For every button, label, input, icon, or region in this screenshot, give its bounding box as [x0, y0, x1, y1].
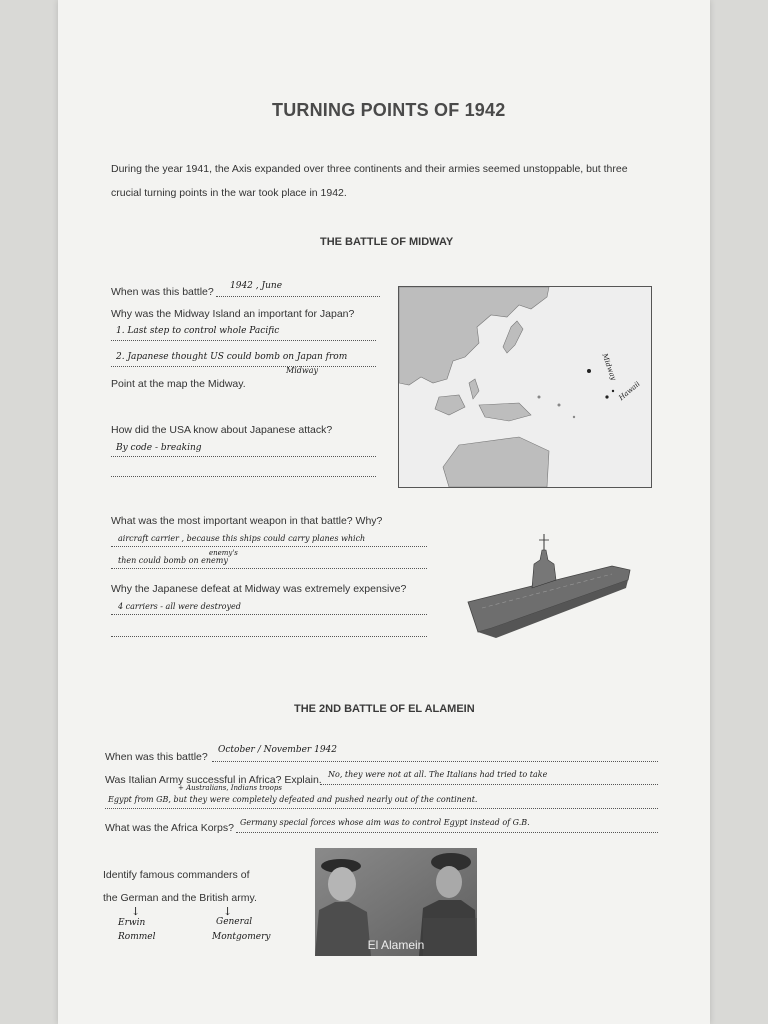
answer-line	[111, 456, 376, 457]
question-usa-knowledge: How did the USA know about Japanese attack?	[111, 424, 333, 436]
map-label-hawaii: Hawaii	[617, 379, 642, 403]
answer-africa-korps: Germany special forces whose aim was to control Egypt instead of G.B.	[240, 818, 530, 827]
section-heading-el-alamein: THE 2ND BATTLE OF EL ALAMEIN	[294, 703, 475, 715]
question-commanders-2: the German and the British army.	[103, 892, 257, 904]
intro-paragraph: During the year 1941, the Axis expanded over three continents and their armies seemed unstoppable, but three crucial turning points in the war took place in 1942.	[111, 163, 628, 199]
el-alamein-commanders-photo	[315, 848, 477, 956]
arrow-down-icon: ↓	[131, 905, 141, 918]
answer-line	[111, 340, 376, 341]
map-label-midway: Midway	[600, 352, 618, 382]
answer-line	[320, 784, 658, 785]
answer-usa-knowledge: By code - breaking	[116, 443, 202, 453]
question-africa-korps: What was the Africa Korps?	[105, 822, 234, 834]
question-alamein-date: When was this battle?	[105, 751, 208, 763]
question-midway-date: When was this battle?	[111, 286, 214, 298]
arrow-down-icon: ↓	[223, 905, 233, 918]
answer-commander-1a: Erwin	[118, 918, 146, 928]
answer-line	[111, 614, 427, 615]
answer-defeat-cost: 4 carriers - all were destroyed	[118, 602, 241, 611]
page-title: TURNING POINTS OF 1942	[272, 100, 506, 120]
answer-line	[105, 808, 658, 809]
answer-weapon-2: then could bomb on enemy	[118, 556, 228, 565]
answer-italian-army-2: Egypt from GB, but they were completely defeated and pushed nearly out of the continent.	[108, 795, 478, 804]
question-point-map: Point at the map the Midway.	[111, 378, 246, 390]
answer-midway-importance-1: 1. Last step to control whole Pacific	[116, 326, 280, 336]
answer-line	[111, 546, 427, 547]
answer-commander-1b: Rommel	[118, 932, 156, 942]
section-heading-midway: THE BATTLE OF MIDWAY	[320, 236, 454, 248]
answer-italian-army-1: No, they were not at all. The Italians had tried to take	[328, 770, 548, 779]
answer-weapon-1: aircraft carrier , because this ships could carry planes which	[118, 534, 366, 543]
question-midway-importance: Why was the Midway Island an important for Japan?	[111, 308, 355, 320]
answer-line	[216, 296, 380, 297]
answer-line	[111, 366, 376, 367]
answer-line	[236, 832, 658, 833]
pacific-map	[398, 286, 652, 488]
answer-commander-2b: Montgomery	[212, 932, 271, 942]
question-defeat-cost: Why the Japanese defeat at Midway was extremely expensive?	[111, 583, 407, 595]
question-weapon: What was the most important weapon in that battle? Why?	[111, 515, 383, 527]
answer-line	[212, 761, 658, 762]
photo-caption: El Alamein	[367, 938, 425, 952]
answer-italian-army-note: + Australians, Indians troops	[178, 784, 282, 792]
aircraft-carrier-image	[462, 530, 634, 642]
answer-midway-date: 1942 , June	[230, 281, 283, 291]
question-commanders-1: Identify famous commanders of	[103, 869, 250, 881]
answer-weapon-note: enemy's	[209, 549, 238, 557]
question-italian-army: Was Italian Army successful in Africa? Explain.	[105, 774, 322, 786]
answer-alamein-date: October / November 1942	[218, 745, 337, 755]
answer-commander-2a: General	[216, 917, 253, 927]
answer-midway-importance-2: 2. Japanese thought US could bomb on Japan from	[116, 352, 348, 362]
answer-line	[111, 476, 376, 477]
answer-line	[111, 636, 427, 637]
answer-line	[111, 568, 427, 569]
answer-midway-importance-3: Midway	[286, 366, 319, 375]
